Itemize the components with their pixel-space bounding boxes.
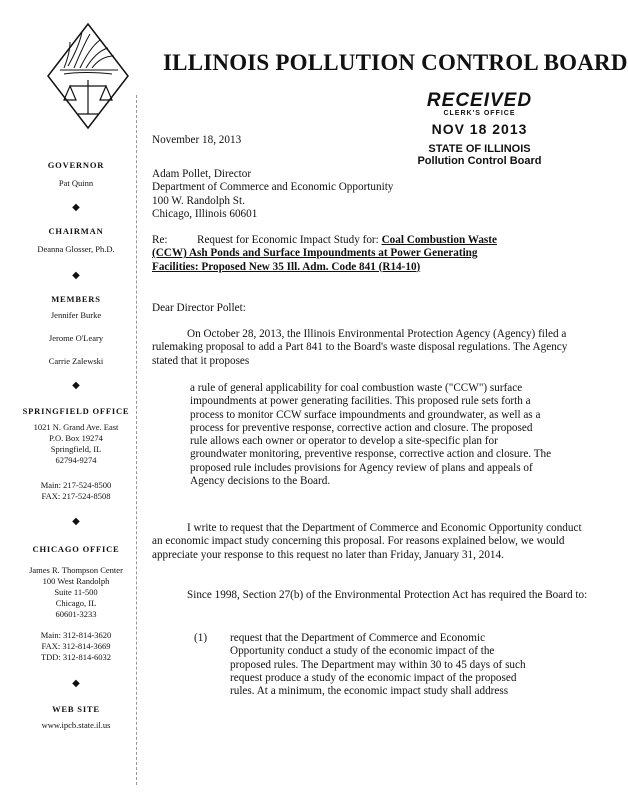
diamond-icon: ◆ <box>72 516 80 527</box>
board-logo <box>46 22 130 130</box>
recipient-line: Adam Pollet, Director <box>152 168 252 180</box>
block-quote: a rule of general applicability for coal combustion waste ("CCW") surface impoundments at power generating facilities. This proposed rule sets forth a process to monitor CCW surface impoundments and groundwater, as well as a process for preventive response, corrective action and closure. The proposed rule allows each owner or operator to develop a site-specific plan for groundwater monitoring, preventive response, corrective action and closure. The proposed rule includes provisions for Agency review of plans and appeals of Agency decisions to the Board. <box>190 382 552 488</box>
title-word-3: CONTROL <box>421 50 538 75</box>
received-stamp <box>412 91 547 167</box>
chairman-heading: CHAIRMAN <box>48 226 104 236</box>
diamond-icon: ◆ <box>72 380 80 391</box>
paragraph-1: On October 28, 2013, the Illinois Environmental Protection Agency (Agency) filed a rulemaking proposal to add a Part 841 to the Board's waste disposal regulations. The Agency stated that it proposes <box>152 328 568 367</box>
re-label: Re: <box>152 234 168 246</box>
chicago-phone-fax: FAX: 312-814-3669 <box>41 641 111 651</box>
chicago-address-line: James R. Thompson Center <box>29 565 123 575</box>
stamp-state-line1: STATE OF ILLINOIS <box>428 143 531 155</box>
diamond-icon: ◆ <box>72 270 80 281</box>
chairman-name: Deanna Glosser, Ph.D. <box>37 244 115 254</box>
stamp-date: NOV 18 2013 <box>431 121 528 137</box>
springfield-phone-main: Main: 217-524-8500 <box>40 480 112 490</box>
governor-heading: GOVERNOR <box>47 160 105 170</box>
letter-date: November 18, 2013 <box>152 134 242 146</box>
springfield-address-line: 1021 N. Grand Ave. East <box>33 422 119 432</box>
board-title <box>163 50 628 76</box>
re-line <box>152 234 592 274</box>
springfield-heading: SPRINGFIELD OFFICE <box>22 406 130 416</box>
title-word-4: BOARD <box>543 50 628 75</box>
website-heading: WEB SITE <box>52 704 100 714</box>
members-heading: MEMBERS <box>51 294 101 304</box>
stamp-office: CLERK'S OFFICE <box>443 110 516 117</box>
recipient-block <box>152 168 592 221</box>
member-name: Jerome O'Leary <box>48 333 104 343</box>
chicago-heading: CHICAGO OFFICE <box>32 544 120 554</box>
re-subject: (CCW) Ash Ponds and Surface Impoundments at Power Generating <box>152 247 478 260</box>
column-divider <box>136 95 137 785</box>
paragraph-3: Since 1998, Section 27(b) of the Environmental Protection Act has required the Board to: <box>187 589 588 601</box>
chicago-address-line: Chicago, IL <box>55 598 97 608</box>
member-name: Jennifer Burke <box>50 310 102 320</box>
recipient-line: Chicago, Illinois 60601 <box>152 207 258 220</box>
re-subject: Coal Combustion Waste <box>381 234 497 246</box>
item-number: (1) <box>194 632 208 644</box>
diamond-icon: ◆ <box>72 202 80 213</box>
chicago-phone-main: Main: 312-814-3620 <box>40 630 112 640</box>
website-url: www.ipcb.state.il.us <box>41 720 111 730</box>
title-word-2: POLLUTION <box>275 50 416 75</box>
governor-name: Pat Quinn <box>58 178 94 188</box>
chicago-address-line: Suite 11-500 <box>54 587 98 597</box>
stamp-state-line2: Pollution Control Board <box>417 155 542 167</box>
re-subject: Facilities: Proposed New 35 Ill. Adm. Code 841 (R14-10) <box>152 260 421 273</box>
diamond-icon: ◆ <box>72 678 80 689</box>
member-name: Carrie Zalewski <box>48 356 104 366</box>
springfield-address-line: 62794-9274 <box>55 455 97 465</box>
chicago-phone-tdd: TDD: 312-814-6032 <box>40 652 112 662</box>
item-text: request that the Department of Commerce and Economic Opportunity conduct a study of the economic impact of the proposed rules. The Department may within 30 to 45 days of such request produce a study of the economic impact of the proposed rules. At a minimum, the economic impact study shall address <box>230 632 526 698</box>
springfield-phone-fax: FAX: 217-524-8508 <box>41 491 111 501</box>
springfield-address-line: P.O. Box 19274 <box>49 433 103 443</box>
re-text: Request for Economic Impact Study for: <box>197 234 379 246</box>
chicago-address-line: 60601-3233 <box>55 609 97 619</box>
chicago-address-line: 100 West Randolph <box>42 576 110 586</box>
salutation: Dear Director Pollet: <box>152 302 246 314</box>
recipient-line: 100 W. Randolph St. <box>152 194 245 207</box>
recipient-line: Department of Commerce and Economic Opportunity <box>152 181 394 194</box>
paragraph-2: I write to request that the Department of Commerce and Economic Opportunity conduct an economic impact study concerning this proposal. For reasons explained below, we would appreciate your response to this request no later than Friday, January 31, 2014. <box>152 522 582 561</box>
stamp-received: RECEIVED <box>426 90 533 111</box>
title-word-1: ILLINOIS <box>163 50 270 75</box>
springfield-address-line: Springfield, IL <box>50 444 102 454</box>
